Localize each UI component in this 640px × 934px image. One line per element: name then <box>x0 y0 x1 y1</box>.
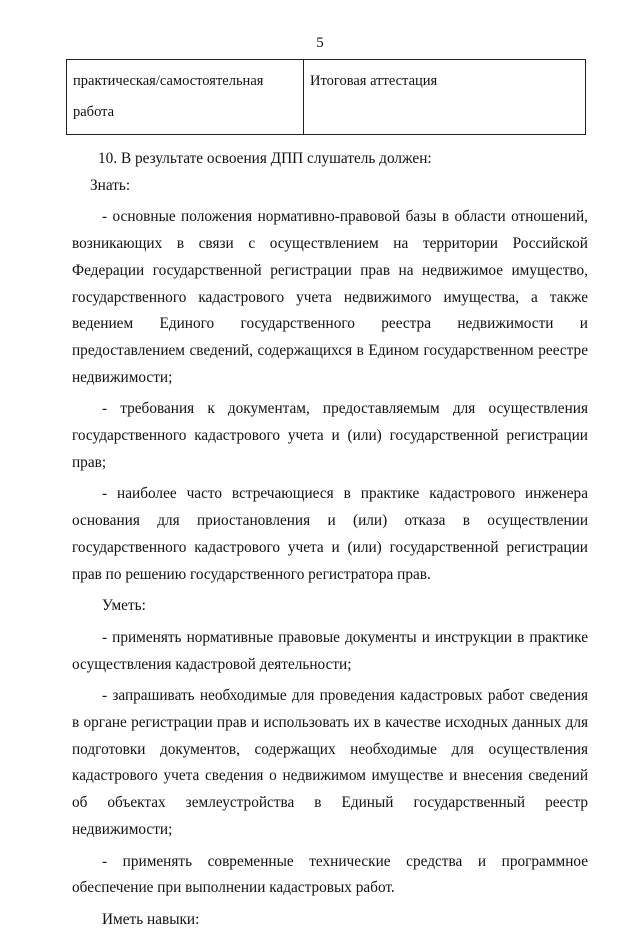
document-body <box>72 146 588 934</box>
can-item-3: - применять современные технические средства и программное обеспечение при выполнении кадастровых работ. <box>72 852 588 897</box>
table-cell-work-type: практическая/самостоятельная работа <box>67 60 304 135</box>
attestation-table <box>66 59 586 135</box>
know-item-3: - наиболее часто встречающиеся в практике кадастрового инженера основания для приостановления и (или) отказа в осуществлении государственного кадастрового учета и (или) государственной регистрации прав по решению государственного регистратора прав. <box>72 485 588 583</box>
know-label: Знать: <box>90 176 131 194</box>
table-row <box>67 60 586 135</box>
skills-label: Иметь навыки: <box>102 910 200 928</box>
page-number: 5 <box>316 35 324 51</box>
table-cell-attestation: Итоговая аттестация <box>304 60 586 135</box>
know-item-1: - основные положения нормативно-правовой базы в области отношений, возникающих в связи с осуществлением на территории Российской Федерации государственной регистрации прав на недвижимое имущество, государственного кадастрового учета недвижимого имущества, а также ведением Единого государственного реестра недвижимости и предоставлением сведений, содержащихся в Едином государственном реестре недвижимости; <box>72 208 588 386</box>
know-item-2: - требования к документам, предоставляемым для осуществления государственного кадастрового учета и (или) государственной регистрации прав; <box>72 400 588 471</box>
section-heading: 10. В результате освоения ДПП слушатель должен: <box>98 150 432 167</box>
can-label: Уметь: <box>102 597 146 615</box>
can-item-2: - запрашивать необходимые для проведения кадастровых работ сведения в органе регистрации прав и использовать их в качестве исходных данных для подготовки документов, содержащих необходимые для осуществления кадастрового учета сведения о недвижимом имуществе и внесения сведений об объектах землеустройства в Единый государственный реестр недвижимости; <box>72 687 588 838</box>
can-item-1: - применять нормативные правовые документы и инструкции в практике осуществления кадастровой деятельности; <box>72 628 588 673</box>
